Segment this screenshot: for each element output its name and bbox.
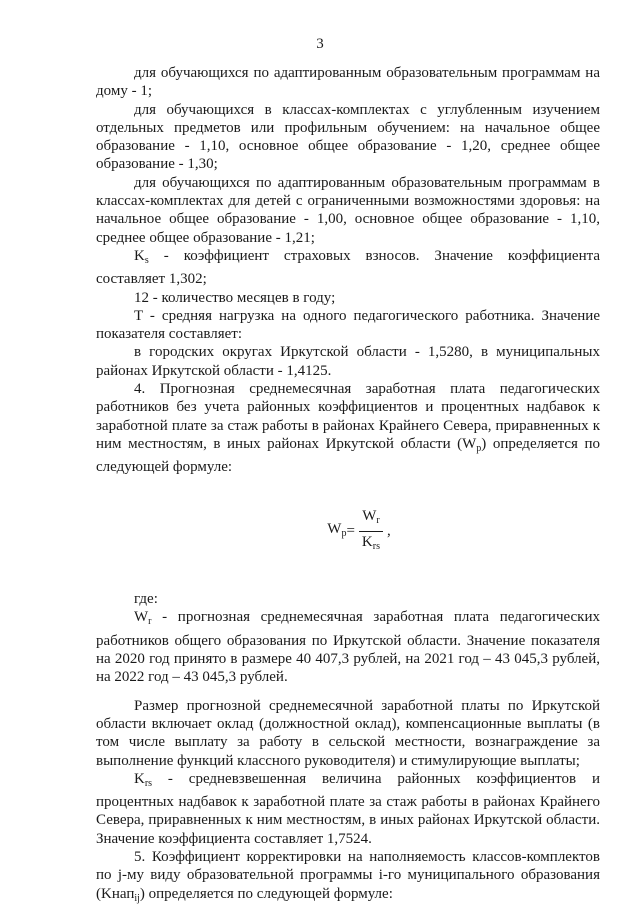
formula-lhs: $W_p$ <box>327 520 347 539</box>
paragraph-text: - средневзвешенная величина районных коэффициентов и процентных надбавок к заработной плате за стаж работы в районах Крайнего Севера, приравненных к ним местностям, в иных районах Иркутской области. Значение коэффициента составляет 1,7524. <box>96 770 600 847</box>
paragraph-average-load: T - средняя нагрузка на одного педагогического работника. Значение показателя составляет: <box>96 307 600 343</box>
paragraph-forecast-salary <box>96 608 600 686</box>
paragraph-home-education: для обучающихся по адаптированным образовательным программам на дому - 1; <box>96 65 600 100</box>
paragraph-text: - прогнозная среднемесячная заработная плата педагогических работников общего образования по Иркутской области. Значение показателя на 2020 год принято в размере 40 407,3 рублей, на 2021 год – 43 045,3 рублей, на 2022 год – 43 045,3 рублей. <box>96 609 600 686</box>
formula-equals: = <box>346 523 355 540</box>
paragraph-where: где: <box>134 591 158 608</box>
paragraph-text: - коэффициент страховых взносов. Значение коэффициента составляет 1,302; <box>96 247 600 288</box>
paragraph-limited-health-classes: для обучающихся по адаптированным образовательным программам в классах-комплектах для детей с ограниченными возможностями здоровья: на начальное общее образование - 1,00, основное общее образование - 1,10, среднее общее образование - 1,21; <box>96 174 600 246</box>
page-number: 3 <box>316 36 324 52</box>
formula-comma: , <box>386 523 391 540</box>
symbol-subscript: p <box>476 442 482 454</box>
formula-numerator: $W_r$ <box>359 507 383 532</box>
paragraph-insurance-coefficient <box>96 247 600 289</box>
formula-wp <box>96 507 600 557</box>
paragraph-text: 4. Прогнозная среднемесячная заработная плата педагогических работников без учета районных коэффициентов и процентных надбавок к заработной плате за стаж работы в районах Крайнего Севера, приравненных к ним местностям, в иных районах Иркутской области (W <box>96 381 600 452</box>
document-body <box>96 64 600 908</box>
formula-denominator: $K_{rs}$ <box>361 533 380 552</box>
symbol-k: K <box>134 247 145 264</box>
paragraph-text-end: ) определяется по следующей формуле: <box>139 885 393 902</box>
paragraph-months: 12 - количество месяцев в году; <box>134 289 336 306</box>
paragraph-section-5 <box>96 848 600 908</box>
paragraph-regional-coefficient <box>96 770 600 848</box>
paragraph-salary-composition: Размер прогнозной среднемесячной заработной платы по Иркутской области включает оклад (должностной оклад), компенсационные выплаты (в том числе выплату за работу в сельской местности, вознаграждение за выполнение функций классного руководителя) и стимулирующие выплаты; <box>96 697 600 769</box>
symbol-subscript: r <box>148 616 152 628</box>
symbol-subscript: ij <box>134 892 140 904</box>
symbol-k: K <box>134 770 145 787</box>
paragraph-text: 5. Коэффициент корректировки на наполняемость классов-комплектов по j-му виду образовательной программы i-го муниципального образования (Kнап <box>96 848 600 902</box>
symbol-subscript: rs <box>144 777 153 789</box>
symbol-w: W <box>134 609 149 626</box>
paragraph-advanced-classes: для обучающихся в классах-комплектах с углубленным изучением отдельных предметов или профильным обучением: на начальное общее образование - 1,10, основное общее образование - 1,20, среднее общее образование - 1,30; <box>96 101 600 173</box>
symbol-subscript: s <box>144 254 149 266</box>
paragraph-section-4 <box>96 380 600 476</box>
paragraph-text-end: ) определяется по следующей формуле: <box>96 435 600 476</box>
paragraph-load-values: в городских округах Иркутской области - 1,5280, в муниципальных районах Иркутской области - 1,4125. <box>96 344 600 379</box>
formula-fraction <box>359 507 383 557</box>
